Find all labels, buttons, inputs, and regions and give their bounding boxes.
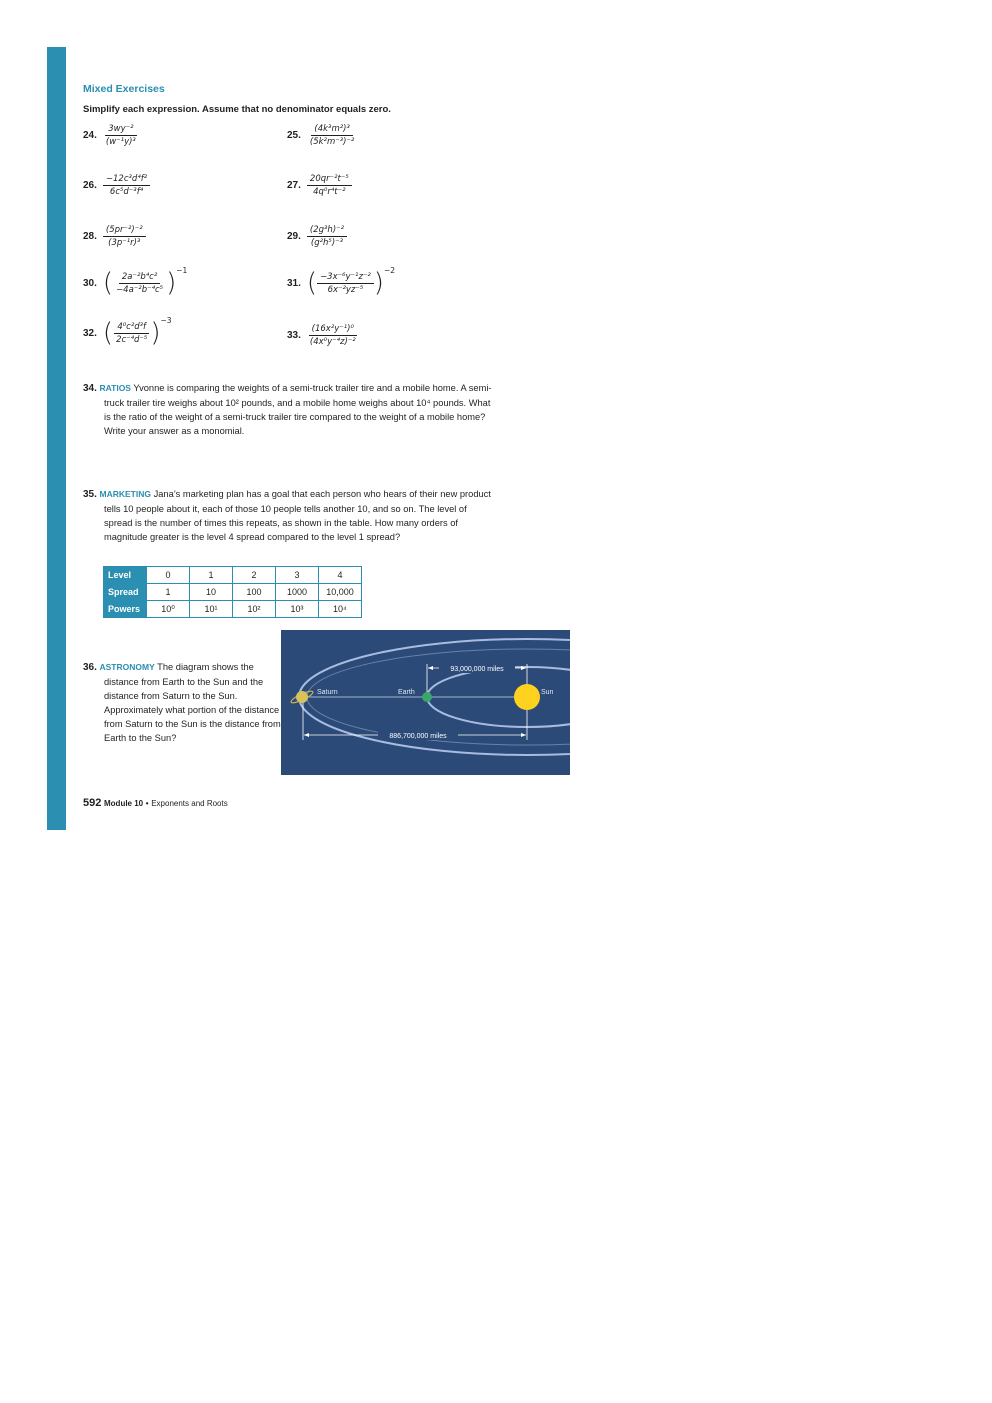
left-paren: (: [306, 268, 318, 298]
expression: [113, 322, 150, 345]
exercise-27: [287, 174, 352, 197]
exercise-number: 32.: [83, 327, 97, 339]
row-header: Spread: [104, 584, 147, 601]
outer-exponent: −3: [160, 316, 172, 325]
expression: [113, 272, 166, 295]
problem-text: Yvonne is comparing the weights of a semi-truck trailer tire and a mobile home. A semi-truck trailer tire weighs about 10² pounds, and a mobile home weighs about 10⁴ pounds. What is the ratio of the weight of a semi-truck trailer tire compared to the weight of a mobile home? Write your answer as a monomial.: [104, 383, 492, 436]
right-paren: ): [373, 268, 384, 298]
problem-number: 36.: [83, 662, 97, 673]
earth-icon: [422, 692, 432, 702]
exercise-number: 25.: [287, 130, 301, 141]
earth-label: Earth: [398, 689, 415, 696]
problem-35: [83, 487, 493, 544]
outer-exponent: −2: [383, 266, 396, 275]
numerator: 2a⁻²b⁴c²: [119, 272, 160, 284]
exercise-number: 33.: [287, 330, 301, 341]
numerator: (5pr⁻²)⁻²: [103, 225, 146, 237]
exercise-number: 27.: [287, 180, 301, 191]
module-title: Exponents and Roots: [151, 799, 228, 808]
saturn-icon: [296, 691, 308, 703]
separator: •: [145, 799, 149, 808]
exercise-30: [83, 266, 188, 298]
numerator: 4⁰c²d³f: [114, 322, 149, 334]
numerator: −3x⁻⁶y⁻¹z⁻²: [317, 272, 374, 284]
table-cell: 10¹: [190, 601, 233, 618]
left-paren: (: [102, 318, 114, 348]
problem-text: The diagram shows the distance from Earth to the Sun and the distance from Saturn to the Sun. Approximately what portion of the distance from Saturn to the Sun is the distance from Earth to the Sun?: [104, 662, 281, 743]
table-cell: 10²: [233, 601, 276, 618]
denominator: 4q⁰r⁴t⁻²: [313, 187, 346, 197]
earth-distance-label: 93,000,000 miles: [450, 666, 504, 673]
table-cell: 1: [147, 584, 190, 601]
exercise-29: [287, 225, 347, 248]
table-cell: 4: [319, 567, 362, 584]
expression: [307, 124, 357, 147]
exercise-26: [83, 174, 150, 197]
problem-34: [83, 381, 493, 438]
expression: [103, 124, 139, 147]
table-cell: 100: [233, 584, 276, 601]
exercise-32: [83, 316, 172, 348]
exercise-25: [287, 124, 357, 147]
expression: [317, 272, 374, 295]
table-row: [104, 567, 362, 584]
section-heading: Mixed Exercises: [83, 83, 165, 95]
denominator: (w⁻¹y)³: [105, 137, 136, 147]
denominator: (4x⁰y⁻⁴z)⁻²: [309, 337, 356, 347]
exercise-number: 24.: [83, 130, 97, 141]
exercise-number: 29.: [287, 231, 301, 242]
exercise-number: 31.: [287, 277, 301, 289]
exercise-number: 30.: [83, 277, 97, 289]
numerator: (4k³m²)³: [311, 124, 352, 136]
problem-number: 35.: [83, 489, 97, 500]
row-header: Powers: [104, 601, 147, 618]
exercise-number: 26.: [83, 180, 97, 191]
table-cell: 1000: [276, 584, 319, 601]
exercise-28: [83, 225, 146, 248]
expression: [307, 174, 352, 197]
problem-number: 34.: [83, 383, 97, 394]
exercise-33: [287, 324, 359, 347]
solar-distance-diagram: [281, 630, 570, 775]
table-cell: 10,000: [319, 584, 362, 601]
denominator: (3p⁻¹r)³: [108, 238, 141, 248]
denominator: 2c⁻⁴d⁻⁵: [116, 334, 148, 345]
exercise-number: 28.: [83, 231, 97, 242]
directions: Simplify each expression. Assume that no denominator equals zero.: [83, 104, 391, 115]
numerator: 3wy⁻²: [105, 124, 136, 136]
denominator: −4a⁻²b⁻⁴c⁵: [116, 284, 164, 295]
table-row: [104, 584, 362, 601]
page-number: 592: [83, 797, 102, 809]
left-paren: (: [102, 268, 114, 298]
numerator: 20qr⁻²t⁻⁵: [307, 174, 352, 186]
table-cell: 1: [190, 567, 233, 584]
problem-topic: MARKETING: [99, 489, 151, 499]
expression: [307, 324, 359, 347]
table-cell: 0: [147, 567, 190, 584]
right-paren: ): [166, 268, 177, 298]
exercise-24: [83, 124, 139, 147]
exercise-31: [287, 266, 396, 298]
table-cell: 10: [190, 584, 233, 601]
problem-text: Jana’s marketing plan has a goal that each person who hears of their new product tells 10 people about it, each of those 10 people tells another 10, and so on. The level of spread is the number of times this repeats, as shown in the table. How many orders of magnitude greater is the level 4 spread compared to the level 1 spread?: [104, 489, 491, 542]
table-cell: 10³: [276, 601, 319, 618]
expression: [103, 174, 150, 197]
outer-exponent: −1: [176, 266, 188, 275]
numerator: (2g³h)⁻²: [307, 225, 347, 237]
denominator: (5k²m⁻³)⁻²: [309, 137, 355, 147]
table-cell: 10⁰: [147, 601, 190, 618]
problem-topic: RATIOS: [99, 383, 131, 393]
problem-36: [83, 660, 283, 745]
sun-label: Sun: [541, 689, 554, 696]
module-label: Module 10: [104, 799, 144, 808]
table-row: [104, 601, 362, 618]
right-paren: ): [150, 318, 161, 348]
expression: [307, 225, 347, 248]
saturn-distance-label: 886,700,000 miles: [389, 733, 447, 740]
sun-icon: [514, 684, 540, 710]
page-footer: [83, 797, 228, 809]
table-cell: 10⁴: [319, 601, 362, 618]
page-side-bar: [47, 47, 66, 830]
problem-topic: ASTRONOMY: [99, 662, 155, 672]
row-header: Level: [104, 567, 147, 584]
table-cell: 3: [276, 567, 319, 584]
table-cell: 2: [233, 567, 276, 584]
expression: [103, 225, 146, 248]
saturn-label: Saturn: [317, 689, 338, 696]
denominator: 6x⁻²yz⁻⁵: [327, 284, 364, 295]
denominator: 6c⁵d⁻³f⁴: [109, 187, 144, 197]
spread-table: [103, 566, 362, 618]
denominator: (g²h⁵)⁻³: [310, 238, 344, 248]
numerator: −12c³d⁴f²: [103, 174, 150, 186]
numerator: (16x²y⁻¹)⁰: [309, 324, 357, 336]
